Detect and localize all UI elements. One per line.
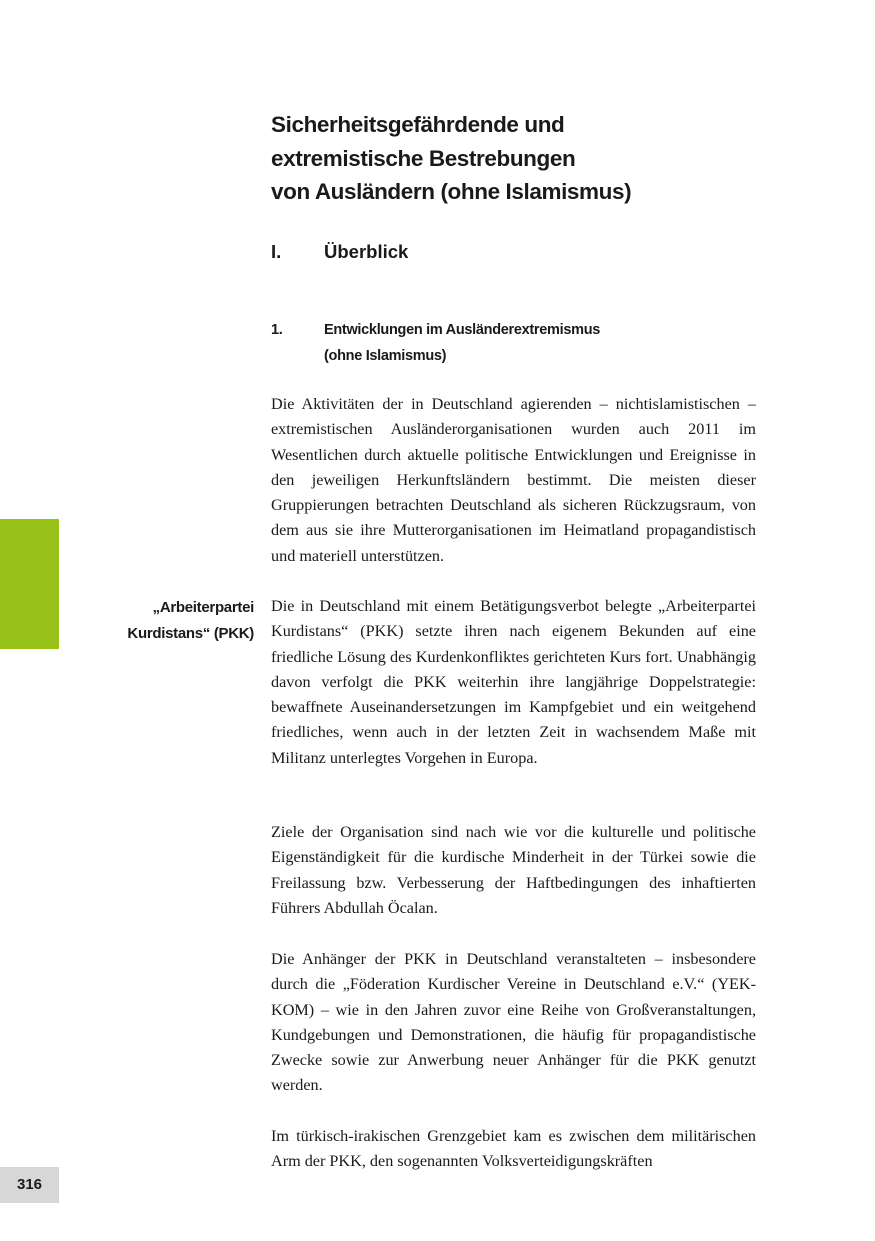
body-paragraph-1: Die Aktivitäten der in Deutschland agierenden – nichtislamistischen – extremistischen Ausländerorganisationen wurden auch 2011 im Wesentlichen durch aktuelle politische Entwicklungen und Ereignisse in den jeweiligen Herkunftsländern bestimmt. Die meisten dieser Gruppierungen betrachten Deutschland als sicheren Rückzugsraum, von dem aus sie ihre Mutterorganisationen im Heimatland propagandistisch und materiell unterstützen.: [271, 395, 756, 565]
page-number: 316: [0, 1167, 59, 1203]
section-heading: [271, 239, 408, 265]
subsection-heading: [271, 318, 600, 369]
subsection-title-line-2: (ohne Islamismus): [324, 347, 447, 364]
section-number: I.: [271, 241, 282, 262]
section-title: Überblick: [324, 241, 409, 262]
subsection-title: [324, 318, 600, 369]
body-paragraph-5: Im türkisch-irakischen Grenzgebiet kam es zwischen dem militärischen Arm der PKK, den sogenannten Volksverteidigungskräften: [271, 1127, 756, 1171]
marginal-note: [127, 595, 254, 646]
subsection-number: 1.: [271, 322, 283, 338]
marginal-note-line-1: „Arbeiterpartei: [152, 599, 254, 616]
chapter-title-line-3: von Ausländern (ohne Islamismus): [271, 179, 632, 204]
subsection-title-line-1: Entwicklungen im Ausländerextremismus: [324, 322, 601, 338]
chapter-title-line-2: extremistische Bestrebungen: [271, 145, 576, 171]
body-paragraph-4: Die Anhänger der PKK in Deutschland veranstalteten – insbesondere durch die „Föderation Kurdischer Vereine in Deutschland e.V.“ (YEK-KOM) – wie in den Jahren zuvor eine Reihe von Großveranstaltungen, Kundgebungen und Demonstrationen, die häufig für propagandistische Zwecke sowie zur Anwerbung neuer Anhänger für die PKK genutzt werden.: [271, 950, 756, 1095]
chapter-title: [271, 108, 751, 209]
chapter-color-tab: [0, 519, 59, 649]
body-paragraph-2: Die in Deutschland mit einem Betätigungsverbot belegte „Arbeiterpartei Kurdistans“ (PKK) setzte ihren nach eigenem Bekunden auf eine friedliche Lösung des Kurdenkonfliktes gerichteten Kurs fort. Unabhängig davon verfolgt die PKK weiterhin ihre langjährige Doppelstrategie: bewaffnete Auseinandersetzungen im Kampfgebiet und ein weitgehend friedliches, wenn auch in der letzten Zeit in wachsendem Maße mit Militanz unterlegtes Vorgehen in Europa.: [271, 597, 756, 767]
body-paragraph-3: Ziele der Organisation sind nach wie vor die kulturelle und politische Eigenständigkeit für die kurdische Minderheit in der Türkei sowie die Freilassung bzw. Verbesserung der Haftbedingungen des inhaftierten Führers Abdullah Öcalan.: [271, 823, 756, 917]
chapter-title-line-1: Sicherheitsgefährdende und: [271, 112, 565, 137]
marginal-note-line-2: Kurdistans“ (PKK): [127, 624, 254, 642]
